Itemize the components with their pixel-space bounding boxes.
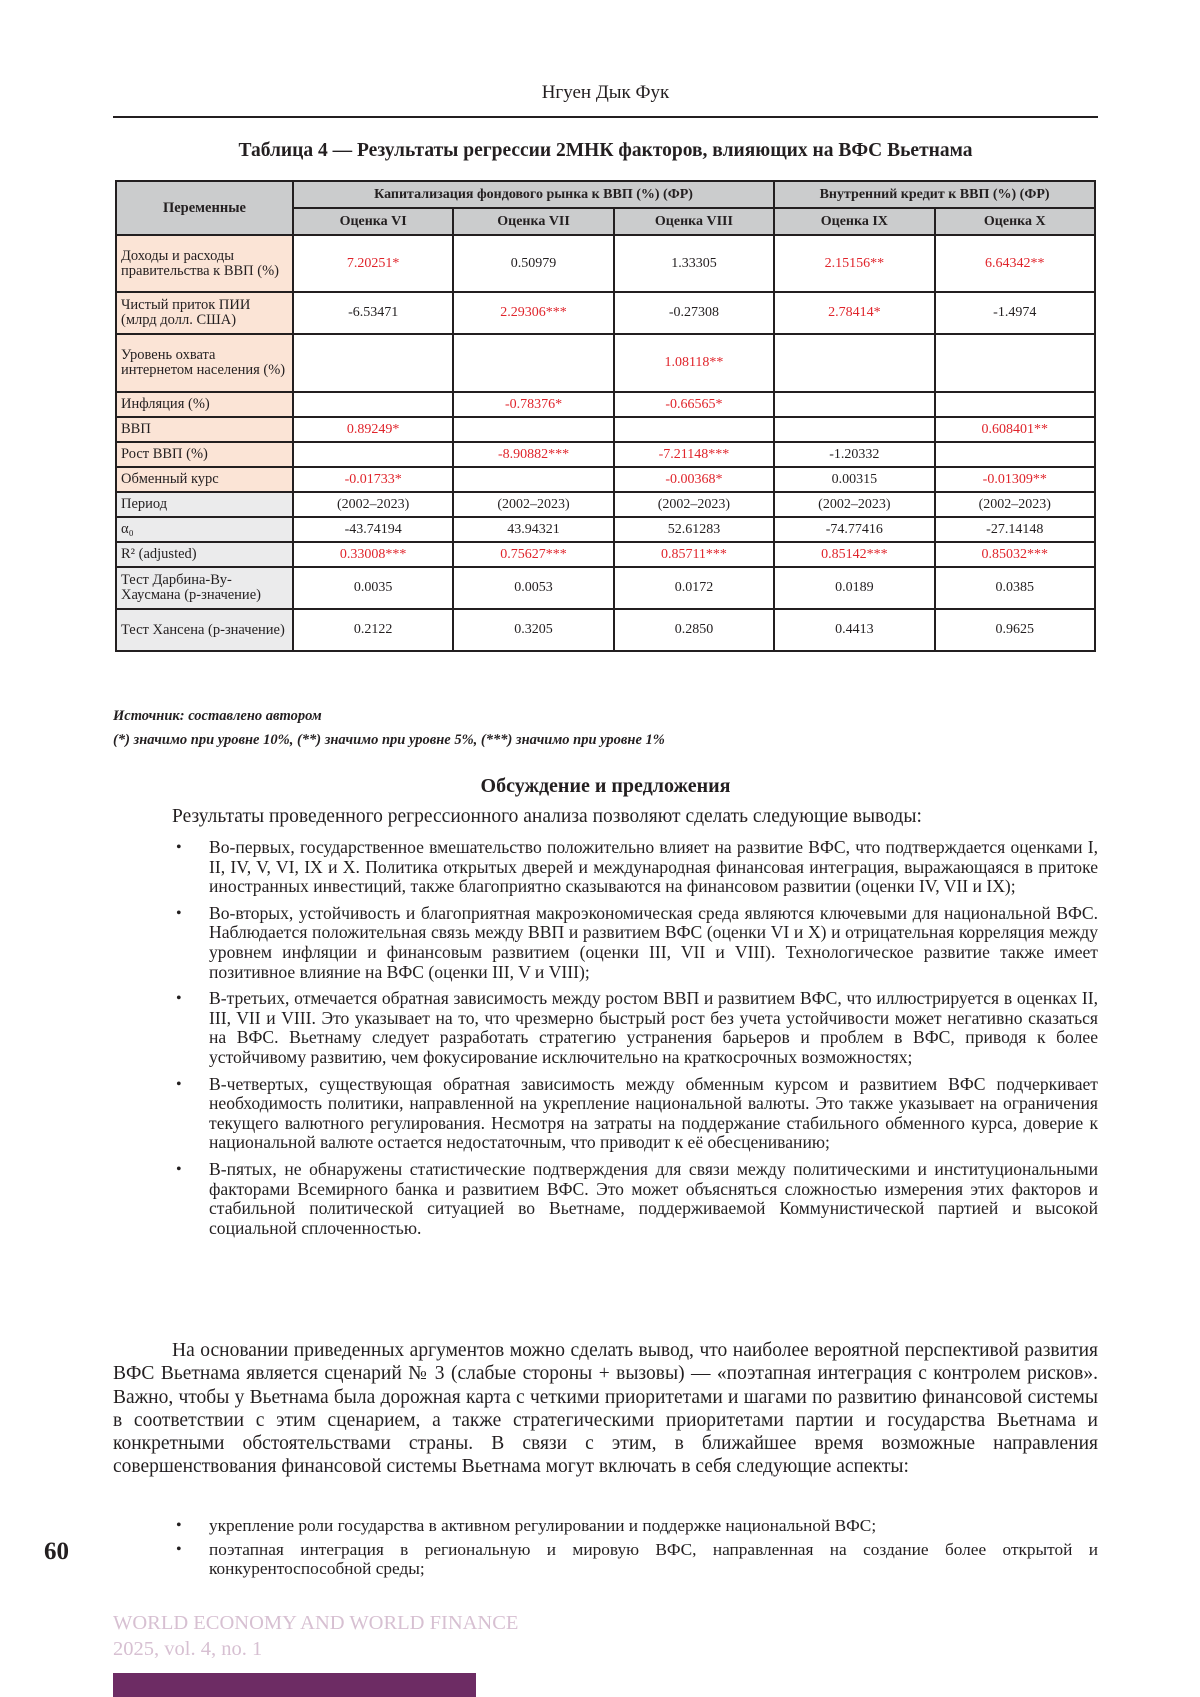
- conclusion-paragraph: На основании приведенных аргументов можно сделать вывод, что наиболее вероятной перспективой развития ВФС Вьетнама является сценарий № 3 (слабые стороны + вызовы) — «поэтапная интеграция с контролем рисков». Важно, чтобы у Вьетнама была дорожная карта с четкими приоритетами и шагами по развитию финансовой системы в соответствии с этим сценарием, а также стратегическими приоритетами партии и государства Вьетнама и конкретными обстоятельствами страны. В связи с этим, в ближайшее время возможные направления совершенствования финансовой системы Вьетнама могут включать в себя следующие аспекты:: [113, 1340, 1098, 1478]
- coefficient-cell: 0.2850: [614, 609, 774, 651]
- coefficient-cell: 43.94321: [453, 517, 613, 542]
- coefficient-cell: 0.50979: [453, 235, 613, 292]
- coefficient-cell: -0.01733*: [293, 467, 453, 492]
- coefficient-cell: 52.61283: [614, 517, 774, 542]
- coefficient-cell: -7.21148***: [614, 442, 774, 467]
- section-intro: Результаты проведенного регрессионного анализа позволяют сделать следующие выводы:: [172, 806, 922, 827]
- row-variable-label: α₀: [116, 517, 293, 542]
- coefficient-cell: [453, 467, 613, 492]
- journal-name: WORLD ECONOMY AND WORLD FINANCE: [113, 1612, 519, 1634]
- section-heading: Обсуждение и предложения: [480, 775, 731, 797]
- coefficient-cell: [453, 334, 613, 392]
- row-variable-label: Доходы и расходы правительства к ВВП (%): [116, 235, 293, 292]
- coefficient-cell: (2002–2023): [453, 492, 613, 517]
- coefficient-cell: -0.00368*: [614, 467, 774, 492]
- coefficient-cell: 0.3205: [453, 609, 613, 651]
- bullet-icon: •: [176, 1160, 182, 1178]
- coefficient-cell: (2002–2023): [774, 492, 934, 517]
- row-variable-label: Уровень охвата интернетом населения (%): [116, 334, 293, 392]
- coefficient-cell: 1.33305: [614, 235, 774, 292]
- aspects-list: [113, 1516, 1098, 1586]
- coefficient-cell: 0.85142***: [774, 542, 934, 567]
- table-row: [116, 467, 1095, 492]
- coefficient-cell: -8.90882***: [453, 442, 613, 467]
- coefficient-cell: 1.08118**: [614, 334, 774, 392]
- row-variable-label: Рост ВВП (%): [116, 442, 293, 467]
- header-variables: Переменные: [116, 181, 293, 235]
- coefficient-cell: 0.33008***: [293, 542, 453, 567]
- coefficient-cell: [614, 417, 774, 442]
- coefficient-cell: 0.85032***: [935, 542, 1095, 567]
- row-variable-label: Чистый приток ПИИ (млрд долл. США): [116, 292, 293, 334]
- list-item: • В-третьих, отмечается обратная зависимость между ростом ВВП и развитием ВФС, что иллюстрируется в оценках II, III, VII и VIII. Это указывает на то, что чрезмерно быстрый рост без учета устойчивости может негативно сказаться на ВФС. Вьетнаму следует разработать стратегию устранения барьеров и проблем в ВФС, приводя к более устойчивому развитию, чем фокусирование исключительно на краткосрочных возможностях;: [176, 988, 1098, 1067]
- header-estimate-vii: Оценка VII: [453, 208, 613, 235]
- row-variable-label: Обменный курс: [116, 467, 293, 492]
- coefficient-cell: -0.27308: [614, 292, 774, 334]
- coefficient-cell: -0.01309**: [935, 467, 1095, 492]
- header-estimate-vi: Оценка VI: [293, 208, 453, 235]
- coefficient-cell: -0.78376*: [453, 392, 613, 417]
- coefficient-cell: 0.75627***: [453, 542, 613, 567]
- table-row: [116, 235, 1095, 292]
- coefficient-cell: 2.29306***: [453, 292, 613, 334]
- list-item: • Во-вторых, устойчивость и благоприятная макроэкономическая среда являются ключевыми для национальной ВФС. Наблюдается положительная связь между ВВП и развитием ВФС (оценки VI и X) и отрицательная корреляция между уровнем инфляции и финансовым развитием (оценки III, VII и VIII). Технологическое развитие также имеет позитивное влияние на ВФС (оценки III, V и VIII);: [176, 902, 1098, 982]
- coefficient-cell: -0.66565*: [614, 392, 774, 417]
- list-item: • укрепление роли государства в активном регулировании и поддержке национальной ВФС;: [176, 1516, 877, 1535]
- coefficient-cell: (2002–2023): [293, 492, 453, 517]
- coefficient-cell: [774, 417, 934, 442]
- header-rule: [113, 116, 1098, 118]
- table-row: [116, 292, 1095, 334]
- header-estimate-ix: Оценка IX: [774, 208, 934, 235]
- coefficient-cell: [935, 334, 1095, 392]
- bullet-icon: •: [176, 1075, 182, 1093]
- table-body: [116, 235, 1095, 651]
- bullet-icon: •: [176, 1517, 182, 1534]
- row-variable-label: R² (adjusted): [116, 542, 293, 567]
- row-variable-label: Тест Хансена (p-значение): [116, 609, 293, 651]
- coefficient-cell: 2.78414*: [774, 292, 934, 334]
- list-item: • Во-первых, государственное вмешательство положительно влияет на развитие ВФС, что подтверждается оценками I, II, IV, V, VI, IX и X. Политика открытых дверей и международная финансовая интеграция, выражающаяся в притоке иностранных инвестиций, также благоприятно сказываются на финансовом развитии (оценки IV, VII и IX);: [176, 837, 1098, 897]
- coefficient-cell: 0.0035: [293, 567, 453, 609]
- coefficient-cell: -74.77416: [774, 517, 934, 542]
- coefficient-cell: 0.0385: [935, 567, 1095, 609]
- coefficient-cell: 0.00315: [774, 467, 934, 492]
- coefficient-cell: -1.20332: [774, 442, 934, 467]
- row-variable-label: Инфляция (%): [116, 392, 293, 417]
- coefficient-cell: -27.14148: [935, 517, 1095, 542]
- coefficient-cell: 0.85711***: [614, 542, 774, 567]
- bullet-icon: •: [176, 839, 182, 856]
- footer-color-bar: [113, 1673, 476, 1697]
- bullet-icon: •: [176, 904, 182, 922]
- coefficient-cell: 0.2122: [293, 609, 453, 651]
- list-item: • В-пятых, не обнаружены статистические подтверждения для связи между политическими и институциональными факторами Всемирного банка и развитием ВФС. Это может объясняться сложностью измерения этих факторов и стабильной политической ситуацией во Вьетнаме, поддерживаемой Коммунистической партией и высокой социальной сплоченностью.: [176, 1158, 1098, 1238]
- coefficient-cell: 0.9625: [935, 609, 1095, 651]
- table-row: [116, 442, 1095, 467]
- coefficient-cell: -1.4974: [935, 292, 1095, 334]
- coefficient-cell: [935, 392, 1095, 417]
- table-row: [116, 609, 1095, 651]
- coefficient-cell: 0.0172: [614, 567, 774, 609]
- significance-note: (*) значимо при уровне 10%, (**) значимо при уровне 5%, (***) значимо при уровне 1%: [113, 732, 665, 748]
- table-title: Таблица 4 — Результаты регрессии 2МНК факторов, влияющих на ВФС Вьетнама: [238, 140, 973, 161]
- row-variable-label: ВВП: [116, 417, 293, 442]
- table-row: [116, 334, 1095, 392]
- coefficient-cell: -43.74194: [293, 517, 453, 542]
- coefficient-cell: [453, 417, 613, 442]
- coefficient-cell: [935, 442, 1095, 467]
- list-item: • В-четвертых, существующая обратная зависимость между обменным курсом и развитием ВФС подчеркивает необходимость политики, направленной на укрепление национальной валюты. Это также указывает на ограничения текущего валютного регулирования. Несмотря на затраты на поддержание стабильного обменного курса, доверие к национальной валюте остается недостаточным, что приводит к её обесцениванию;: [176, 1073, 1098, 1153]
- coefficient-cell: -6.53471: [293, 292, 453, 334]
- coefficient-cell: 0.0189: [774, 567, 934, 609]
- table-row: [116, 542, 1095, 567]
- coefficient-cell: (2002–2023): [614, 492, 774, 517]
- coefficient-cell: [293, 392, 453, 417]
- regression-results-table: [115, 180, 1096, 652]
- page-number: 60: [44, 1538, 69, 1565]
- coefficient-cell: [774, 392, 934, 417]
- row-variable-label: Период: [116, 492, 293, 517]
- journal-issue: 2025, vol. 4, no. 1: [113, 1638, 263, 1660]
- table-row: [116, 392, 1095, 417]
- coefficient-cell: 0.608401**: [935, 417, 1095, 442]
- table-row: [116, 492, 1095, 517]
- table-row: [116, 567, 1095, 609]
- table-source-note: Источник: составлено автором: [113, 708, 322, 724]
- bullet-icon: •: [176, 990, 182, 1008]
- coefficient-cell: [293, 442, 453, 467]
- coefficient-cell: [774, 334, 934, 392]
- coefficient-cell: 0.89249*: [293, 417, 453, 442]
- coefficient-cell: 2.15156**: [774, 235, 934, 292]
- running-head-author: Нгуен Дык Фук: [541, 82, 670, 103]
- conclusions-list: [113, 838, 1098, 1245]
- bullet-icon: •: [176, 1540, 182, 1558]
- row-variable-label: Тест Дарбина-Ву-Хаусмана (p-значение): [116, 567, 293, 609]
- header-estimate-x: Оценка X: [935, 208, 1095, 235]
- list-item: • поэтапная интеграция в региональную и мировую ВФС, направленная на создание более открытой и конкурентоспособной среды;: [176, 1539, 1098, 1578]
- table-row: [116, 417, 1095, 442]
- coefficient-cell: 7.20251*: [293, 235, 453, 292]
- coefficient-cell: 0.0053: [453, 567, 613, 609]
- coefficient-cell: (2002–2023): [935, 492, 1095, 517]
- header-estimate-viii: Оценка VIII: [614, 208, 774, 235]
- coefficient-cell: [293, 334, 453, 392]
- coefficient-cell: 6.64342**: [935, 235, 1095, 292]
- coefficient-cell: 0.4413: [774, 609, 934, 651]
- header-group-domestic-credit: Внутренний кредит к ВВП (%) (ФР): [774, 181, 1095, 208]
- header-group-market-cap: Капитализация фондового рынка к ВВП (%) (ФР): [293, 181, 774, 208]
- table-row: [116, 517, 1095, 542]
